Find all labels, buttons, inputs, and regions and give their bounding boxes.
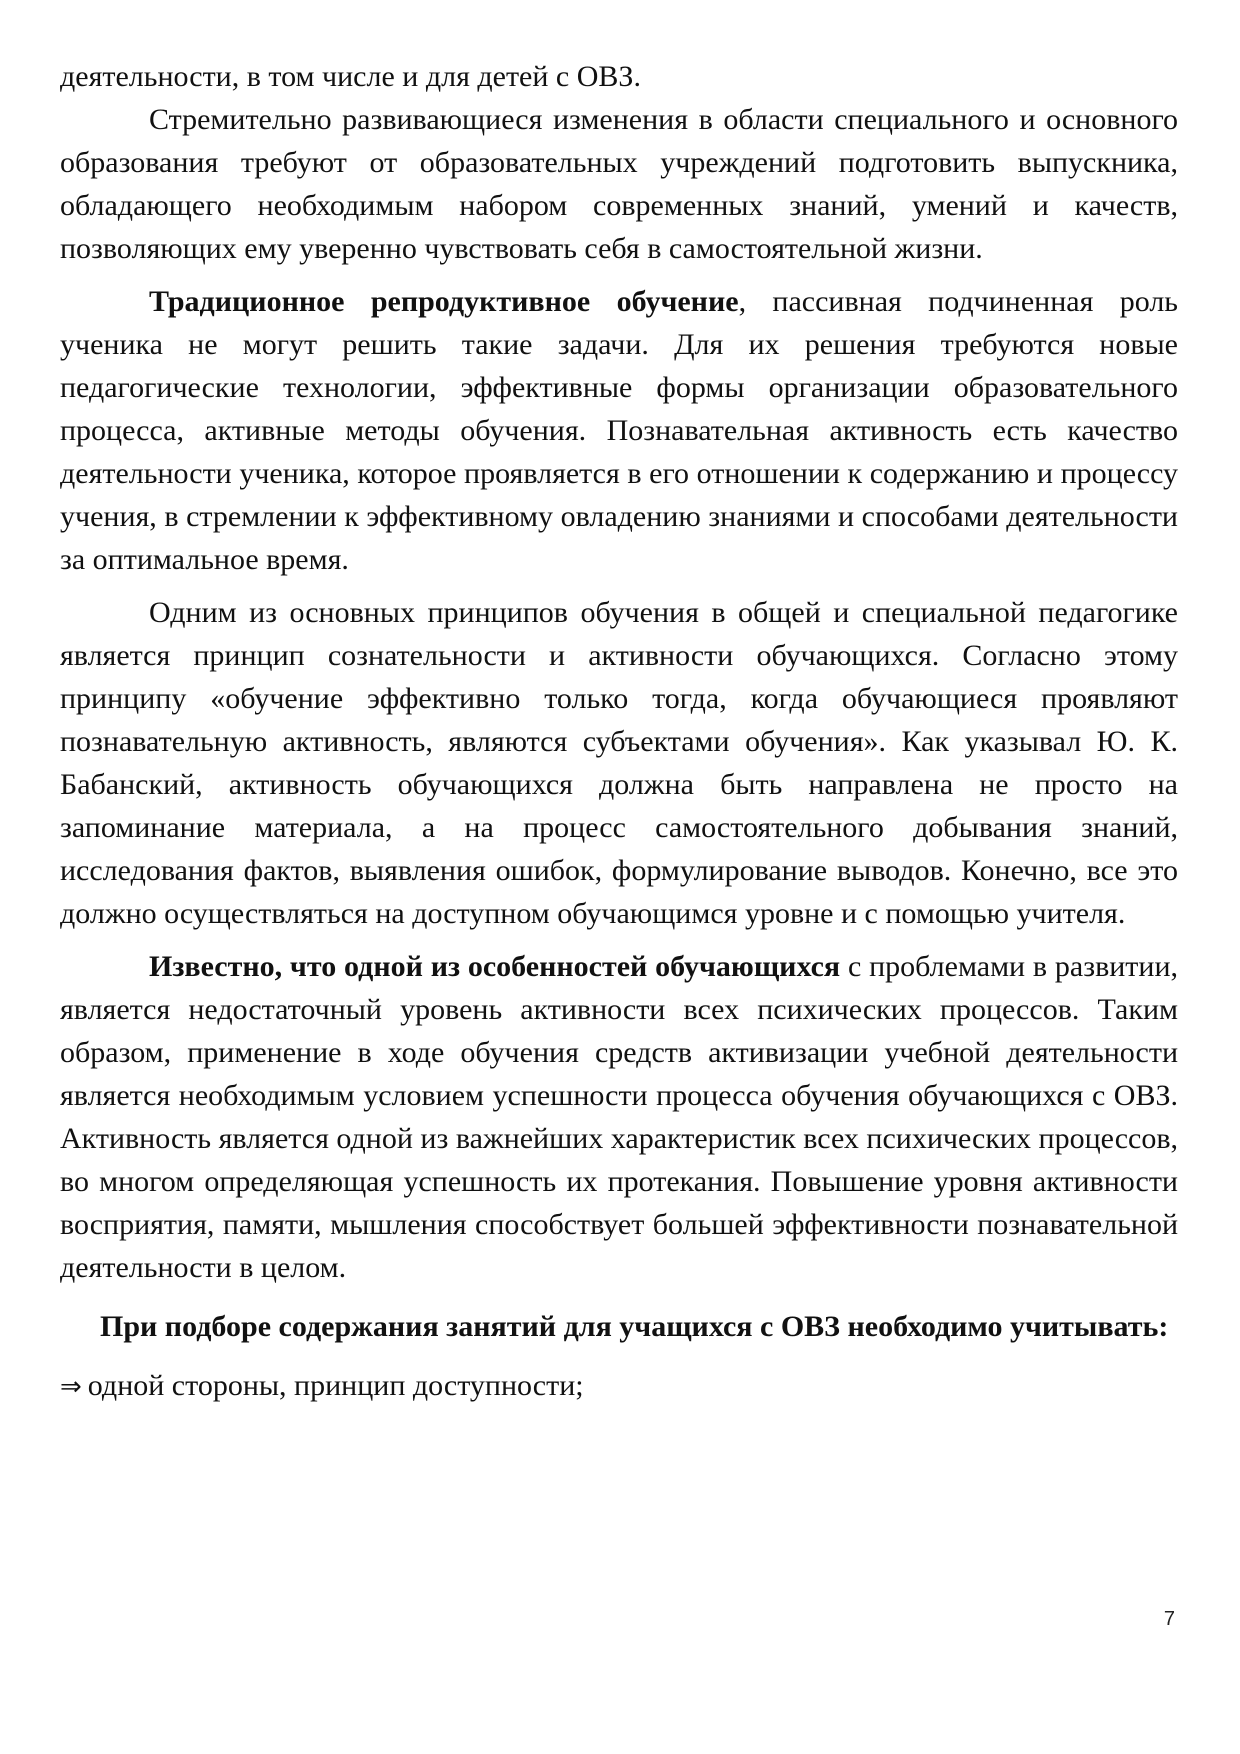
- paragraph-features: [60, 945, 1178, 1289]
- page-number: 7: [1163, 1608, 1175, 1630]
- double-arrow-icon: ⇒: [60, 1372, 82, 1402]
- list-item: [60, 1364, 1178, 1409]
- paragraph-traditional-learning-text: , пассивная подчиненная роль ученика не могут решить такие задачи. Для их решения требуются новые педагогические технологии, эффективные формы организации образовательного процесса, активные методы обучения. Познавательная активность есть качество деятельности ученика, которое проявляется в его отношении к содержанию и процессу учения, в стремлении к эффективному овладению знаниями и способами деятельности за оптимальное время.: [60, 285, 1178, 576]
- bold-phrase-features: Известно, что одной из особенностей обучающихся: [149, 950, 841, 983]
- document-page: [60, 55, 1178, 1409]
- paragraph-continuation: деятельности, в том числе и для детей с ОВЗ.: [60, 60, 641, 93]
- paragraph-features-text: с проблемами в развитии, является недостаточный уровень активности всех психических процессов. Таким образом, применение в ходе обучения средств активизации учебной деятельности является необходимым условием успешности процесса обучения обучающихся с ОВЗ. Активность является одной из важнейших характеристик всех психических процессов, во многом определяющая успешность их протекания. Повышение уровня активности восприятия, памяти, мышления способствует большей эффективности познавательной деятельности в целом.: [60, 950, 1179, 1284]
- list-item-text: одной стороны, принцип доступности;: [87, 1369, 584, 1402]
- bold-phrase-traditional-learning: Традиционное репродуктивное обучение: [149, 285, 739, 318]
- paragraph-traditional-learning: [60, 280, 1178, 581]
- section-heading: При подборе содержания занятий для учащихся с ОВЗ необходимо учитывать:: [100, 1310, 1169, 1343]
- paragraph-principles: Одним из основных принципов обучения в общей и специальной педагогике является принцип сознательности и активности обучающихся. Согласно этому принципу «обучение эффективно только тогда, когда обучающиеся проявляют познавательную активность, являются субъектами обучения». Как указывал Ю. К. Бабанский, активность обучающихся должна быть направлена не просто на запоминание материала, а на процесс самостоятельного добывания знаний, исследования фактов, выявления ошибок, формулирование выводов. Конечно, все это должно осуществляться на доступном обучающимся уровне и с помощью учителя.: [60, 596, 1178, 930]
- paragraph-modern-education: Стремительно развивающиеся изменения в области специального и основного образования требуют от образовательных учреждений подготовить выпускника, обладающего необходимым набором современных знаний, умений и качеств, позволяющих ему уверенно чувствовать себя в самостоятельной жизни.: [60, 103, 1178, 265]
